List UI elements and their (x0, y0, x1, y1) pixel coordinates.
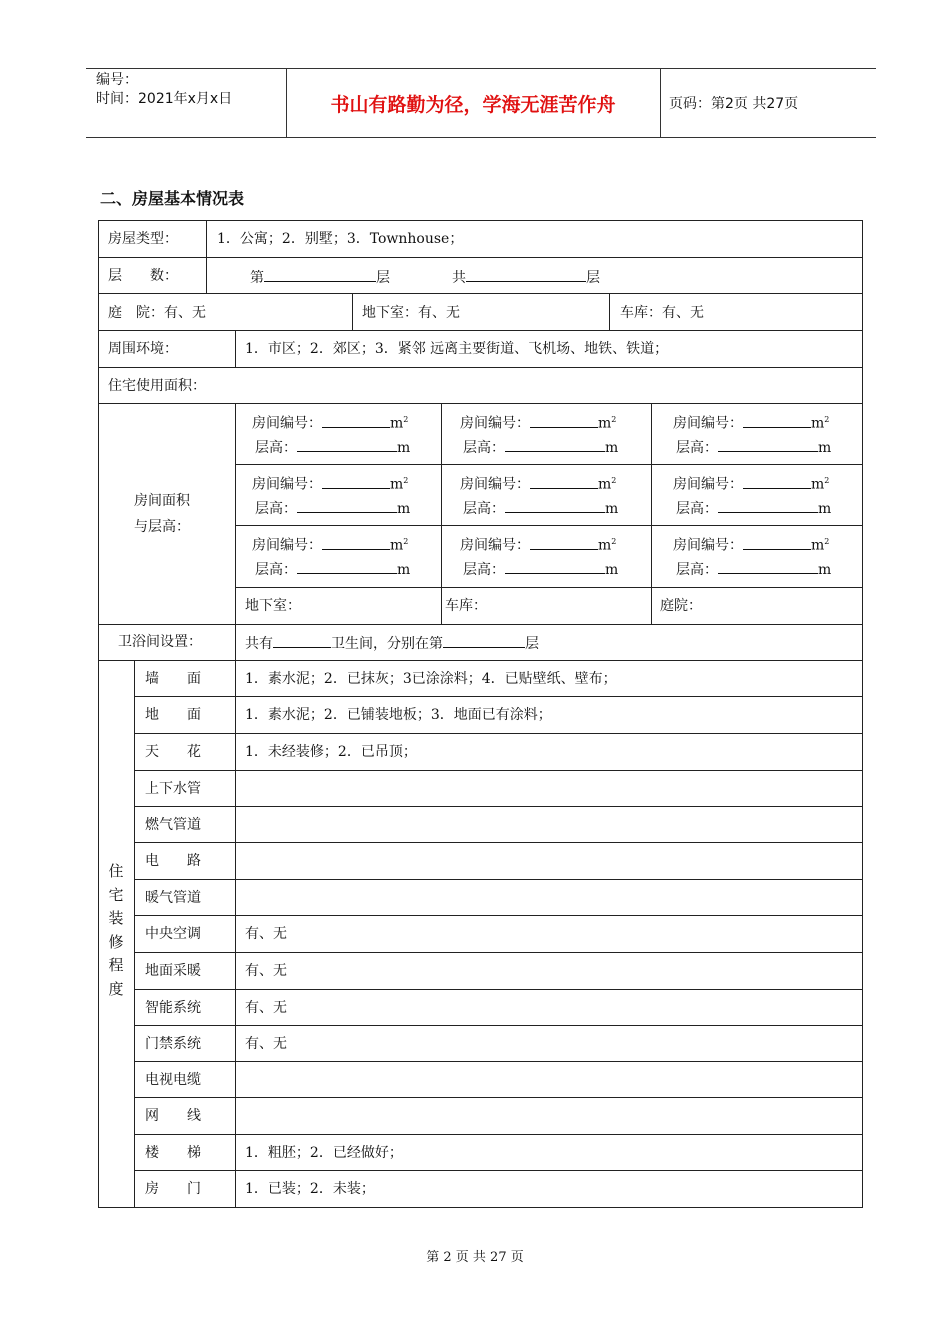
deco-item-value[interactable]: 1．未经装修；2．已吊顶； (245, 744, 417, 760)
deco-item-value[interactable]: 有、无 (245, 926, 287, 942)
environment-value: 1．市区；2．郊区；3．紧邻 远离主要街道、飞机场、地铁、铁道； (245, 341, 669, 357)
house-type-label: 房屋类型： (108, 231, 178, 247)
floors-ceng-total: 层 (586, 270, 600, 286)
bathroom-label: 卫浴间设置： (118, 634, 202, 650)
yard-option[interactable]: 庭 院：有、无 (108, 305, 206, 321)
room-entry[interactable]: 房间编号： $m^2$ 层高： m (252, 472, 410, 518)
deco-item-name: 房 门 (145, 1181, 201, 1197)
bath-gong: 共有 (245, 636, 273, 652)
environment-label: 周围环境： (108, 341, 178, 357)
header-meta (86, 69, 287, 137)
floors-di: 第 (250, 270, 264, 286)
garage-option[interactable]: 车库：有、无 (620, 305, 704, 321)
page-header (86, 68, 876, 138)
decoration-level-label: 住 宅 装 修 程 度 (108, 862, 124, 998)
header-motto: 书山有路勤为径，学海无涯苦作舟 (286, 69, 661, 137)
deco-item-name: 电 路 (145, 853, 201, 869)
room-entry[interactable]: 房间编号： $m^2$ 层高： m (460, 472, 618, 518)
room-entry[interactable]: 房间编号： $m^2$ 层高： m (460, 411, 618, 457)
deco-item-name: 天 花 (145, 744, 201, 760)
number-label: 编号： (96, 72, 138, 88)
deco-item-name: 地 面 (145, 707, 201, 723)
bath-end: 层 (525, 636, 539, 652)
basement-option[interactable]: 地下室：有、无 (362, 305, 460, 321)
sub-basement-label: 地下室： (245, 598, 301, 614)
room-entry[interactable]: 房间编号： $m^2$ 层高： m (460, 533, 618, 579)
page-info: 页码：第2页 共27页 (669, 96, 799, 112)
deco-item-value[interactable]: 有、无 (245, 1000, 287, 1016)
room-entry[interactable]: 房间编号： $m^2$ 层高： m (673, 411, 831, 457)
usable-area-label: 住宅使用面积： (108, 378, 206, 394)
deco-item-value[interactable]: 1．已装；2．未装； (245, 1181, 375, 1197)
deco-item-name: 墙 面 (145, 671, 201, 687)
sub-garage-label: 车库： (445, 598, 487, 614)
deco-item-name: 地面采暖 (145, 963, 201, 979)
bathroom-field[interactable] (245, 633, 539, 653)
floors-ceng: 层 (376, 270, 390, 286)
deco-item-name: 楼 梯 (145, 1145, 201, 1161)
floors-field[interactable] (250, 267, 600, 287)
floors-gong: 共 (452, 270, 466, 286)
floors-label: 层 数： (108, 268, 178, 284)
deco-item-value[interactable]: 1．素水泥；2．已抹灰；3已涂涂料；4．已贴壁纸、壁布； (245, 671, 617, 687)
bath-mid: 卫生间，分别在第 (331, 636, 443, 652)
sub-yard-label: 庭院： (660, 598, 702, 614)
room-entry[interactable]: 房间编号： $m^2$ 层高： m (252, 533, 410, 579)
deco-item-name: 智能系统 (145, 1000, 201, 1016)
room-entry[interactable]: 房间编号： $m^2$ 层高： m (252, 411, 410, 457)
section-title: 二、房屋基本情况表 (100, 189, 245, 208)
time-label: 时间：2021年x月x日 (96, 91, 233, 107)
deco-item-name: 中央空调 (145, 926, 201, 942)
house-info-table (98, 220, 863, 1207)
deco-item-name: 上下水管 (145, 781, 201, 797)
deco-item-name: 电视电缆 (145, 1072, 201, 1088)
house-type-value: 1．公寓；2．别墅；3．Townhouse； (217, 231, 464, 247)
deco-item-name: 网 线 (145, 1108, 201, 1124)
deco-item-name: 燃气管道 (145, 817, 201, 833)
room-area-label-1: 房间面积 (134, 493, 190, 509)
page-footer: 第 2 页 共 27 页 (426, 1250, 524, 1265)
deco-item-value[interactable]: 1．粗胚；2．已经做好； (245, 1145, 403, 1161)
deco-item-value[interactable]: 有、无 (245, 963, 287, 979)
deco-item-name: 门禁系统 (145, 1036, 201, 1052)
deco-item-value[interactable]: 1．素水泥；2．已铺装地板；3．地面已有涂料； (245, 707, 552, 723)
room-entry[interactable]: 房间编号： $m^2$ 层高： m (673, 533, 831, 579)
room-area-label-2: 与层高： (134, 519, 190, 535)
deco-item-name: 暖气管道 (145, 890, 201, 906)
deco-item-value[interactable]: 有、无 (245, 1036, 287, 1052)
room-entry[interactable]: 房间编号： $m^2$ 层高： m (673, 472, 831, 518)
